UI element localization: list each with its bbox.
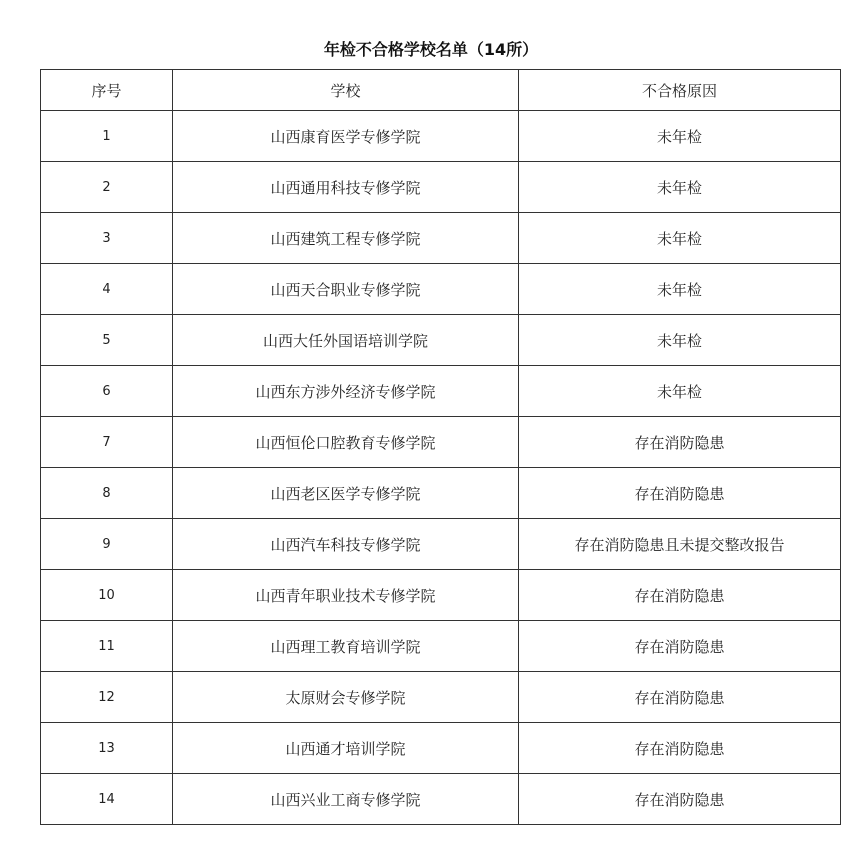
failure-reason: 未年检 — [519, 315, 841, 366]
header-school: 学校 — [173, 70, 519, 111]
school-name: 山西通用科技专修学院 — [173, 162, 519, 213]
row-number: 5 — [41, 315, 173, 366]
table-row — [41, 162, 841, 213]
table-header-row — [41, 70, 841, 111]
table-row — [41, 672, 841, 723]
failure-reason: 存在消防隐患 — [519, 570, 841, 621]
failure-reason: 未年检 — [519, 111, 841, 162]
failure-reason: 未年检 — [519, 366, 841, 417]
table-row — [41, 366, 841, 417]
school-name: 山西大任外国语培训学院 — [173, 315, 519, 366]
header-reason: 不合格原因 — [519, 70, 841, 111]
school-name: 山西恒伦口腔教育专修学院 — [173, 417, 519, 468]
row-number: 8 — [41, 468, 173, 519]
table-row — [41, 723, 841, 774]
table-row — [41, 519, 841, 570]
failure-reason: 未年检 — [519, 162, 841, 213]
document-title: 年检不合格学校名单（14所） — [323, 40, 539, 59]
table-row — [41, 417, 841, 468]
row-number: 3 — [41, 213, 173, 264]
row-number: 1 — [41, 111, 173, 162]
failure-reason: 存在消防隐患 — [519, 417, 841, 468]
row-number: 11 — [41, 621, 173, 672]
row-number: 4 — [41, 264, 173, 315]
school-name: 山西青年职业技术专修学院 — [173, 570, 519, 621]
school-name: 山西汽车科技专修学院 — [173, 519, 519, 570]
failure-reason: 存在消防隐患且未提交整改报告 — [519, 519, 841, 570]
school-name: 山西东方涉外经济专修学院 — [173, 366, 519, 417]
school-name: 太原财会专修学院 — [173, 672, 519, 723]
row-number: 6 — [41, 366, 173, 417]
row-number: 10 — [41, 570, 173, 621]
failure-reason: 存在消防隐患 — [519, 468, 841, 519]
school-name: 山西天合职业专修学院 — [173, 264, 519, 315]
failure-reason: 未年检 — [519, 264, 841, 315]
table-row — [41, 315, 841, 366]
table-row — [41, 111, 841, 162]
row-number: 7 — [41, 417, 173, 468]
school-name: 山西兴业工商专修学院 — [173, 774, 519, 825]
header-serial-number: 序号 — [41, 70, 173, 111]
school-name: 山西通才培训学院 — [173, 723, 519, 774]
failure-reason: 存在消防隐患 — [519, 672, 841, 723]
school-table — [40, 69, 841, 825]
failure-reason: 存在消防隐患 — [519, 723, 841, 774]
table-row — [41, 213, 841, 264]
table-row — [41, 621, 841, 672]
failure-reason: 存在消防隐患 — [519, 621, 841, 672]
school-name: 山西理工教育培训学院 — [173, 621, 519, 672]
row-number: 9 — [41, 519, 173, 570]
table-row — [41, 570, 841, 621]
table-row — [41, 774, 841, 825]
school-name: 山西老区医学专修学院 — [173, 468, 519, 519]
row-number: 12 — [41, 672, 173, 723]
row-number: 2 — [41, 162, 173, 213]
school-name: 山西康育医学专修学院 — [173, 111, 519, 162]
row-number: 13 — [41, 723, 173, 774]
row-number: 14 — [41, 774, 173, 825]
failure-reason: 未年检 — [519, 213, 841, 264]
table-row — [41, 468, 841, 519]
school-name: 山西建筑工程专修学院 — [173, 213, 519, 264]
table-row — [41, 264, 841, 315]
failure-reason: 存在消防隐患 — [519, 774, 841, 825]
